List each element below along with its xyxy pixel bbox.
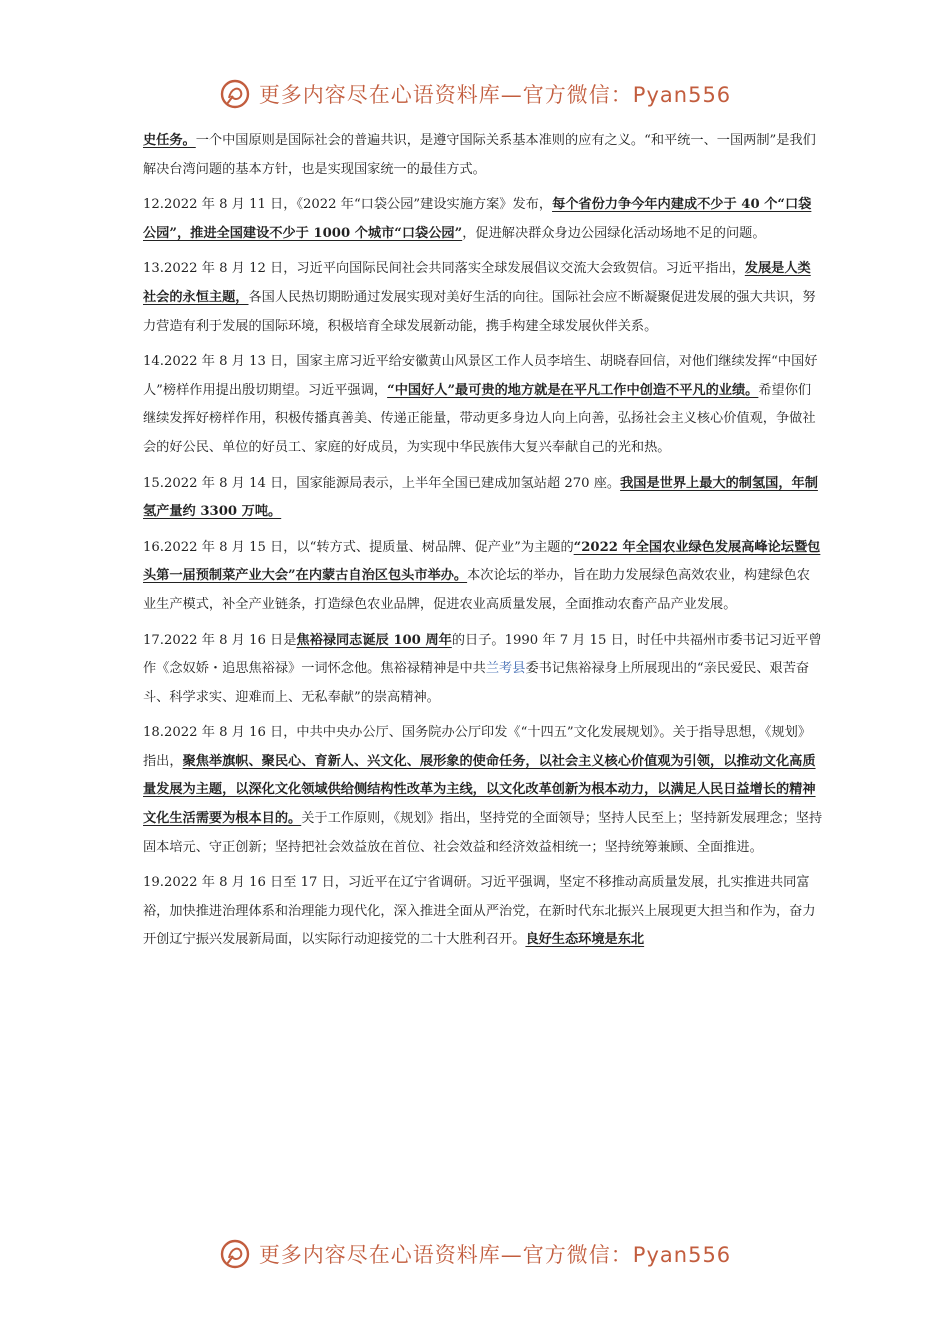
highlight-text: “2022 年全国农业绿色发展高峰论坛暨包头第一届预制菜产业大会”在内蒙古自治区包头市举办。 bbox=[143, 539, 821, 584]
paragraph-13 bbox=[143, 255, 823, 341]
lankao-county-link[interactable]: 兰考县 bbox=[485, 661, 526, 677]
paragraph-14 bbox=[143, 348, 823, 462]
body-text: 15.2022 年 8 月 14 日，国家能源局表示，上半年全国已建成加氢站超 270 座。 bbox=[143, 475, 621, 491]
body-text: 本次论坛的举办，旨在助力发展绿色高效农业，构建绿色农业生产模式，补全产业链条，打造绿色农业品牌，促进农业高质量发展，全面推动农畜产品产业发展。 bbox=[143, 568, 810, 612]
highlight-text: 史任务。 bbox=[143, 133, 196, 148]
highlight-text: 发展是人类社会的永恒主题， bbox=[143, 261, 811, 305]
rose-logo-icon bbox=[219, 1238, 251, 1270]
highlight-text: “中国好人”最可贵的地方就是在平凡工作中创造不平凡的业绩。 bbox=[387, 382, 759, 398]
rose-logo-icon bbox=[219, 78, 251, 110]
body-text: 16.2022 年 8 月 15 日，以“转方式、提质量、树品牌、促产业”为主题的 bbox=[143, 539, 574, 555]
body-text: 希望你们继续发挥好榜样作用，积极传播真善美、传递正能量，带动更多身边人向上向善，弘扬社会主义核心价值观，争做社会的好公民、单位的好员工、家庭的好成员，为实现中华民族伟大复兴奉献自己的光和热。 bbox=[143, 382, 816, 455]
footer-banner-text: 更多内容尽在心语资料库—官方微信：Pyan556 bbox=[258, 1243, 732, 1267]
body-text: 17.2022 年 8 月 16 日是 bbox=[143, 632, 297, 648]
paragraph-16 bbox=[143, 534, 823, 620]
body-text: 14.2022 年 8 月 13 日，国家主席习近平给安徽黄山风景区工作人员李培生、胡晓春回信，对他们继续发挥“中国好人”榜样作用提出殷切期望。习近平强调， bbox=[143, 354, 818, 398]
body-text: 13.2022 年 8 月 12 日，习近平向国际民间社会共同落实全球发展倡议交流大会致贺信。习近平指出， bbox=[143, 261, 745, 277]
footer-banner bbox=[0, 1232, 950, 1276]
paragraph-18 bbox=[143, 719, 823, 862]
highlight-text: 焦裕禄同志诞辰 100 周年 bbox=[296, 632, 452, 648]
document-body bbox=[143, 127, 823, 962]
header-banner-text: 更多内容尽在心语资料库—官方微信：Pyan556 bbox=[258, 83, 732, 107]
paragraph-15 bbox=[143, 470, 823, 527]
highlight-text: 每个省份力争今年内建成不少于 40 个“口袋公园”，推进全国建设不少于 1000 个城市“口袋公园” bbox=[143, 197, 812, 241]
body-text: ，促进解决群众身边公园绿化活动场地不足的问题。 bbox=[462, 225, 766, 241]
paragraph-11 bbox=[143, 127, 823, 184]
body-text: 一个中国原则是国际社会的普遍共识，是遵守国际关系基本准则的应有之义。“和平统一、一国两制”是我们解决台湾问题的基本方针，也是实现国家统一的最佳方式。 bbox=[143, 133, 816, 177]
highlight-text: 良好生态环境是东北 bbox=[525, 932, 645, 948]
body-text: 关于工作原则，《规划》指出，坚持党的全面领导；坚持人民至上；坚持新发展理念；坚持固本培元、守正创新；坚持把社会效益放在首位、社会效益和经济效益相统一；坚持统筹兼顾、全面推进。 bbox=[143, 811, 823, 855]
body-text: 的日子。1990 年 7 月 15 日，时任中共福州市委书记习近平曾作《念奴娇・追思焦裕禄》一词怀念他。焦裕禄精神是中共 bbox=[143, 632, 822, 677]
highlight-text: 我国是世界上最大的制氢国，年制氢产量约 3300 万吨。 bbox=[143, 475, 818, 520]
paragraph-17 bbox=[143, 627, 823, 713]
body-text: 委书记焦裕禄身上所展现出的“亲民爱民、艰苦奋斗、科学求实、迎难而上、无私奉献”的崇高精神。 bbox=[143, 661, 810, 705]
body-text: 12.2022 年 8 月 11 日，《2022 年“口袋公园”建设实施方案》发布， bbox=[143, 197, 553, 213]
body-text: 各国人民热切期盼通过发展实现对美好生活的向往。国际社会应不断凝聚促进发展的强大共识，努力营造有利于发展的国际环境，积极培育全球发展新动能，携手构建全球发展伙伴关系。 bbox=[143, 289, 816, 334]
body-text: 19.2022 年 8 月 16 日至 17 日，习近平在辽宁省调研。习近平强调，坚定不移推动高质量发展，扎实推进共同富裕，加快推进治理体系和治理能力现代化，深入推进全面从严治党，在新时代东北振兴上展现更大担当和作为，奋力开创辽宁振兴发展新局面，以实际行动迎接党的二十大胜利召开。 bbox=[143, 875, 816, 948]
paragraph-12 bbox=[143, 191, 823, 248]
paragraph-19 bbox=[143, 869, 823, 955]
header-banner bbox=[0, 72, 950, 116]
highlight-text: 聚焦举旗帜、聚民心、育新人、兴文化、展形象的使命任务，以社会主义核心价值观为引领，以推动文化高质量发展为主题，以深化文化领域供给侧结构性改革为主线，以文化改革创新为根本动力，以满足人民日益增长的精神文化生活需要为根本目的。 bbox=[143, 753, 816, 827]
body-text: 18.2022 年 8 月 16 日，中共中央办公厅、国务院办公厅印发《“十四五”文化发展规划》。关于指导思想，《规划》指出， bbox=[143, 725, 812, 769]
